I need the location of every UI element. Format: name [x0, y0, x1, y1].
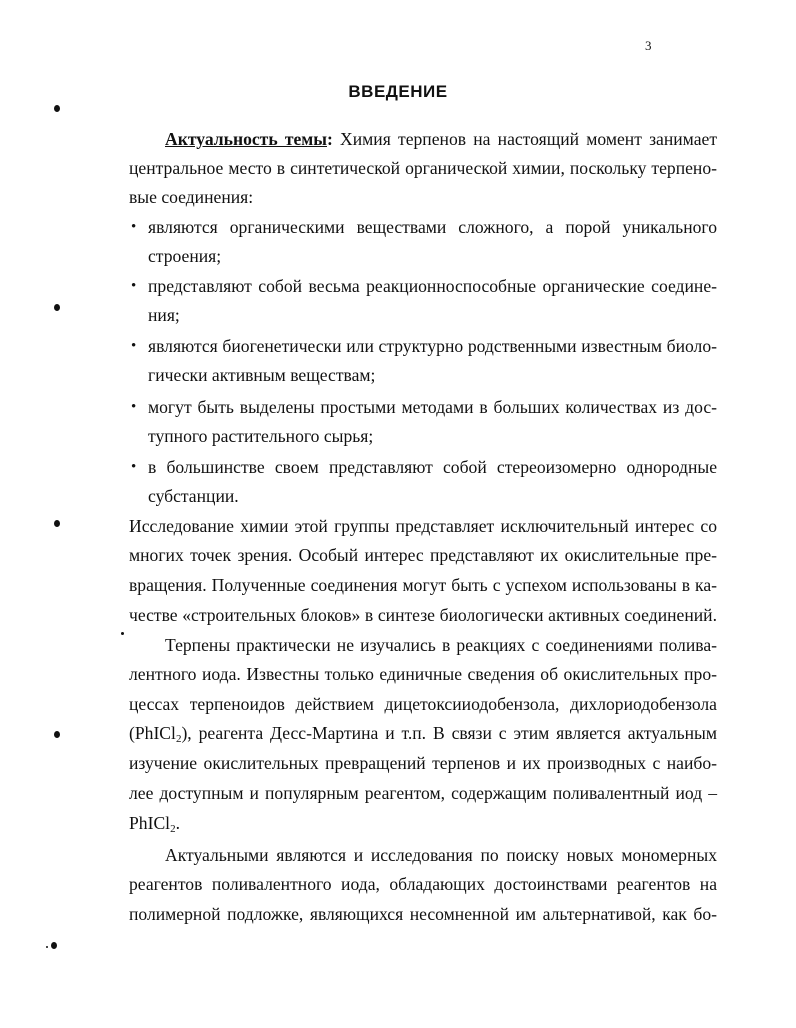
page-number: 3 [645, 38, 652, 53]
bullet-marker: • [131, 399, 137, 415]
scan-dot [54, 731, 60, 738]
bullet-marker: • [131, 338, 137, 354]
bullet-3-line-2: гически активным веществам; [148, 365, 376, 385]
bullet-2-line-2: ния; [148, 305, 180, 325]
para2-line-4-subscript: 2 [175, 733, 182, 745]
para2-line-4-rest: ), реагента Десс-Мартина и т.п. В связи с этим является актуальным [181, 723, 717, 743]
para2-line-6: лее доступным и популярным реагентом, содержащим поливалентный иод – [129, 783, 717, 803]
scan-dot [51, 942, 57, 949]
para3-line-1: Актуальными являются и исследования по поиску новых мономерных [165, 845, 717, 865]
intro-colon: : [327, 129, 333, 149]
bullet-marker: • [131, 278, 137, 294]
bullet-2-line-1: представляют собой весьма реакционноспособные органические соедине- [148, 276, 717, 296]
para2-line-7 [129, 815, 180, 833]
para2-line-3: цессах терпеноидов действием дицетоксииодобензола, дихлориодобензола [129, 694, 717, 714]
para2-line-1: Терпены практически не изучались в реакциях с соединениями полива- [165, 635, 717, 655]
scan-dot [54, 304, 60, 311]
intro-line-1 [165, 131, 717, 149]
scan-dot [121, 632, 124, 635]
para2-line-7-prefix: PhICl [129, 813, 171, 833]
para1-line-4: честве «строительных блоков» в синтезе биологически активных соединений. [129, 605, 717, 625]
intro-line-2: центральное место в синтетической органической химии, поскольку терпено- [129, 158, 717, 178]
bullet-marker: • [131, 459, 137, 475]
scan-dot [46, 946, 48, 948]
para2-line-4 [129, 725, 717, 743]
bullet-4-line-2: тупного растительного сырья; [148, 426, 374, 446]
para3-line-2: реагентов поливалентного иода, обладающих достоинствами реагентов на [129, 874, 717, 894]
para2-line-2: лентного иода. Известны только единичные сведения об окислительных про- [129, 664, 717, 684]
intro-line-1-text: Химия терпенов на настоящий момент занимает [332, 129, 718, 149]
para2-line-4-prefix: (PhICl [129, 723, 176, 743]
para1-line-2: многих точек зрения. Особый интерес представляют их окислительные пре- [129, 545, 717, 565]
para1-line-3: вращения. Полученные соединения могут быть с успехом использованы в ка- [129, 575, 717, 595]
scan-dot [54, 520, 60, 527]
page-title: ВВЕДЕНИЕ [348, 82, 448, 101]
para3-line-3: полимерной подложке, являющихся несомненной им альтернативой, как бо- [129, 904, 717, 924]
para2-line-7-rest: . [175, 813, 180, 833]
intro-label: Актуальность темы [165, 129, 327, 149]
para2-line-5: изучение окислительных превращений терпенов и их производных с наибо- [129, 753, 717, 773]
bullet-4-line-1: могут быть выделены простыми методами в больших количествах из дос- [148, 397, 717, 417]
para2-line-7-subscript: 2 [170, 823, 176, 835]
bullet-3-line-1: являются биогенетически или структурно родственными известным биоло- [148, 336, 717, 356]
bullet-5-line-2: субстанции. [148, 486, 239, 506]
bullet-1-line-1: являются органическими веществами сложного, а порой уникального [148, 217, 717, 237]
para1-line-1: Исследование химии этой группы представляет исключительный интерес со [129, 516, 717, 536]
intro-line-3: вые соединения: [129, 187, 254, 207]
bullet-5-line-1: в большинстве своем представляют собой стереоизомерно однородные [148, 457, 717, 477]
scan-dot [54, 105, 60, 112]
bullet-1-line-2: строения; [148, 246, 222, 266]
bullet-marker: • [131, 219, 137, 235]
